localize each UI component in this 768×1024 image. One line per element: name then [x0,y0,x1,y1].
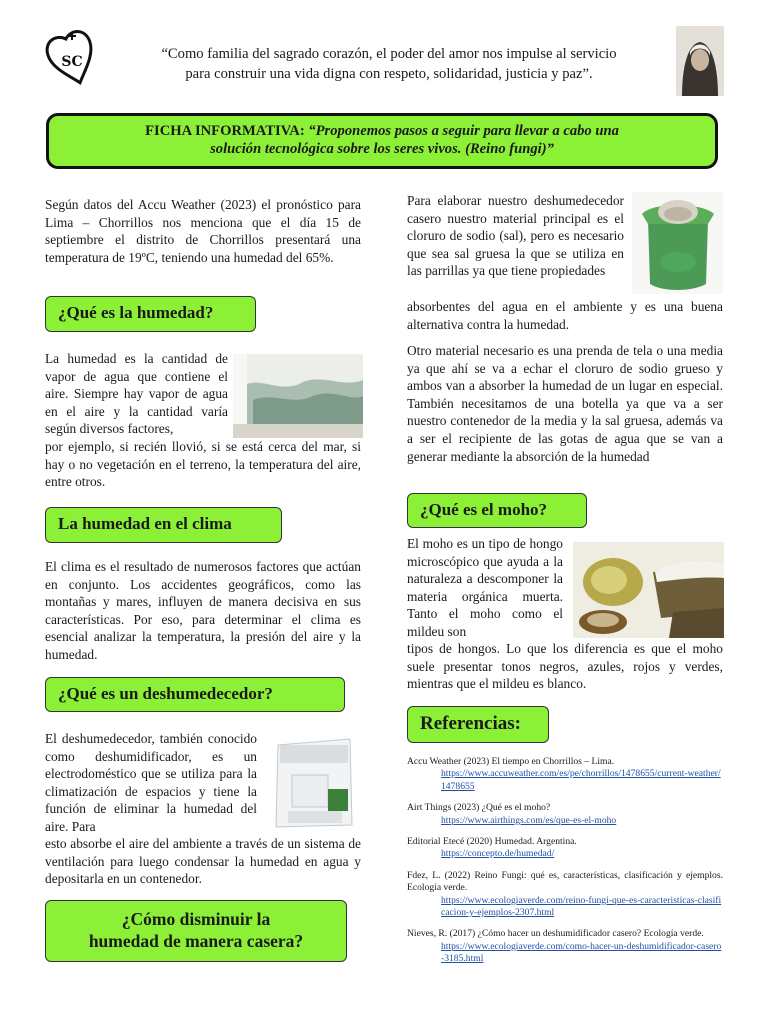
heading-que-es-humedad: ¿Qué es la humedad? [45,296,256,332]
casero-paragraph-b [407,298,723,333]
reference-text: Accu Weather (2023) El tiempo en Chorrillos – Lima. [407,756,615,767]
material-paragraph [407,342,723,465]
heading-referencias: Referencias: [407,706,549,743]
moldy-food-image [573,542,724,638]
founder-portrait-image [676,26,724,96]
reference-item [407,836,723,861]
quote-line-2: para construir una vida digna con respeto, solidaridad, justicia y paz”. [185,66,593,82]
clima-paragraph [45,558,361,664]
page-header [0,0,768,105]
moho-text-a: El moho es un tipo de hongo microscópico que ayuda a la naturaleza a descomponer la materia orgánica muerta. Tanto el moho como el mildeu son [407,536,563,639]
casero-text-a: Para elaborar nuestro deshumedecedor casero nuestro material principal es el cloruro de sodio (sal), pero es necesario que sea sal gruesa la que se utiliza en las parrillas ya que tiene propiedades [407,193,624,279]
dehumidifier-image [266,735,362,831]
logo-text: SC [61,54,83,70]
reference-item [407,928,723,965]
moho-paragraph-a [407,535,563,641]
reference-text: Airt Things (2023) ¿Qué es el moho? [407,802,551,814]
reference-link[interactable]: https://www.ecologiaverde.com/reino-fungi-que-es-caracteristicas-clasificacion-y-ejemplos-2307.html [441,894,722,919]
deshum-paragraph-a [45,730,257,836]
title-banner [46,113,718,169]
reference-text: Fdez, L. (2022) Reino Fungi: qué es, características, clasificación y ejemplos. Ecología verde. [407,869,723,894]
intro-text: Según datos del Accu Weather (2023) el pronóstico para Lima – Chorrillos nos menciona que el día 15 de septiembre el distrito de Chorrillos presentará una temperatura de 19ºC, teniendo una humedad del 65%. [45,197,361,265]
heading-disminuir-line-2: humedad de manera casera? [88,931,304,951]
header-quote [112,44,666,84]
casero-text-b: absorbentes del agua en el ambiente y es una buena alternativa contra la humedad. [407,299,723,332]
intro-paragraph [45,196,361,266]
heading-humedad-clima: La humedad en el clima [45,507,282,543]
heading-que-es-moho: ¿Qué es el moho? [407,493,587,528]
references-list [407,756,723,975]
reference-text: Nieves, R. (2017) ¿Cómo hacer un deshumidificador casero? Ecología verde. [407,928,704,940]
clima-text: El clima es el resultado de numerosos factores que actúan en conjunto. Los accidentes geográficos, como las montañas y mares, influyen de manera decisiva en sus características. Por eso, para determinar el clima es esencial analizar la temperatura, la presión del aire y la humedad. [45,559,361,662]
damp-wall-image [233,354,363,438]
reference-link[interactable]: https://www.airthings.com/es/que-es-el-moho [441,814,617,826]
moho-text-b: tipos de hongos. Lo que los diferencia es que el moho suele presentar tonos negros, azules, rojos y verdes, mientras que el mildeu es blanco. [407,641,723,692]
reference-item [407,802,723,827]
humedad-text-a: La humedad es la cantidad de vapor de agua que contiene el aire. Siempre hay vapor de agua en el aire y la cantidad varía según diversos factores, [45,351,228,437]
deshum-text-a: El deshumedecedor, también conocido como deshumidificador, es un electrodoméstico que se utiliza para la climatización de espacios y tiene la función de eliminar la humedad del aire. Para [45,731,257,834]
bottle-dehumidifier-image [632,192,723,294]
quote-line-1: “Como familia del sagrado corazón, el poder del amor nos impulse al servicio [161,46,617,62]
heading-disminuir-humedad [45,900,347,962]
reference-text: Editorial Etecé (2020) Humedad. Argentina. [407,836,577,848]
reference-item [407,756,723,793]
humedad-paragraph-b [45,438,361,491]
banner-title-line-1: “Proponemos pasos a seguir para llevar a cabo una [308,123,619,139]
heading-disminuir-line-1: ¿Cómo disminuir la [121,909,271,929]
reference-link[interactable]: https://concepto.de/humedad/ [441,848,555,860]
moho-paragraph-b [407,640,723,693]
reference-item [407,870,723,920]
casero-paragraph-a [407,192,624,280]
humedad-paragraph-a [45,350,228,438]
reference-link[interactable]: https://www.ecologiaverde.com/como-hacer-un-deshumidificador-casero-3185.html [441,940,722,965]
banner-label: FICHA INFORMATIVA: [145,123,309,139]
sacred-heart-logo-icon [44,28,100,88]
banner-title-line-2: solución tecnológica sobre los seres vivos. (Reino fungi)” [210,141,554,157]
deshum-text-b: esto absorbe el aire del ambiente a través de un sistema de ventilación para luego condensar la humedad en agua y depositarla en un contenedor. [45,836,361,887]
reference-link[interactable]: https://www.accuweather.com/es/pe/chorrillos/1478655/current-weather/1478655 [441,768,721,792]
deshum-paragraph-b [45,835,361,888]
heading-deshumedecedor: ¿Qué es un deshumedecedor? [45,677,345,712]
humedad-text-b: por ejemplo, si recién llovió, si se está cerca del mar, si hay o no vegetación en el terreno, la temperatura del aire, entre otros. [45,439,361,490]
material-text: Otro material necesario es una prenda de tela o una media ya que ahí se va a echar el cloruro de sodio grueso y ambos van a absorber la humedad de un lugar en especial. También necesitamos de una botella ya que va a ser nuestro contenedor de la media y la sal gruesa, además va a ser el recipiente de las gotas de agua que se van a generar mediante la absorción de la humedad [407,343,723,464]
